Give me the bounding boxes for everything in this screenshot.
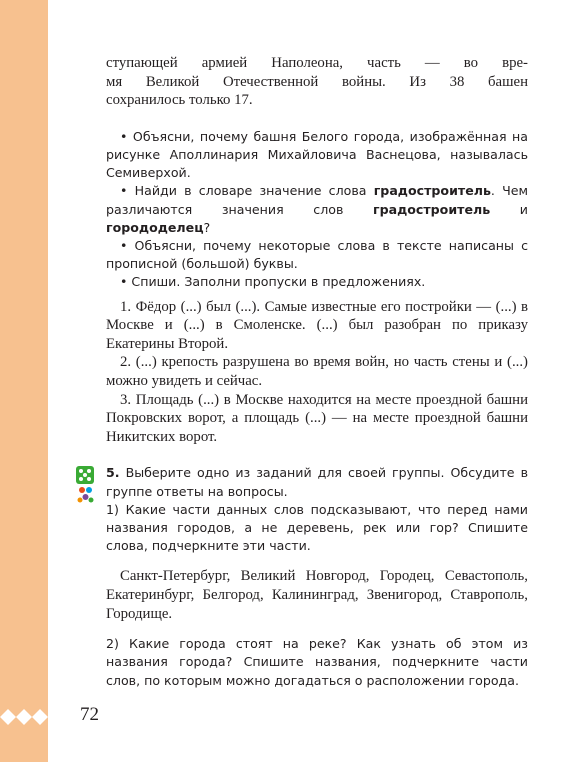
intro-line-3: сохранилось только 17.	[106, 92, 253, 109]
word-gradostroitel-1: градостроитель	[373, 183, 491, 199]
intro-line-1: ступающей армией Наполеона, часть — во вре-	[106, 55, 528, 71]
bullet-2	[106, 182, 528, 237]
task-icons	[76, 466, 96, 506]
bullet-2-pre: • Найди в словаре значение слова	[120, 183, 374, 199]
bullet-2-and: и	[490, 201, 528, 217]
task-5	[106, 464, 528, 555]
bullet-2-end: ?	[203, 219, 211, 235]
intro-text	[106, 54, 528, 110]
city-list-text: Санкт-Петербург, Великий Новгород, Городец, Севастополь, Екатеринбург, Белгород, Калининград, Звенигород, Ставрополь, Городище.	[106, 568, 528, 622]
diamond-ornament-icon	[0, 705, 48, 729]
intro-line-2: мя Великой Отечественной войны. Из 38 башен	[106, 73, 528, 90]
bullet-3: • Объясни, почему некоторые слова в тексте написаны с прописной (большой) буквы.	[106, 238, 528, 272]
bullet-1: • Объясни, почему башня Белого города, изображённая на рисунке Аполлинария Михайловича Васнецова, называлась Семиверхой.	[106, 128, 528, 181]
page-content	[106, 54, 528, 690]
exercise-text	[106, 298, 528, 447]
task-5-question-1: 1) Какие части данных слов подсказывают, что перед нами названия городов, а не деревень, рек или гор? Спишите слова, подчеркните эти части.	[106, 501, 528, 554]
choice-task-icon	[76, 466, 94, 484]
group-work-icon	[78, 487, 94, 503]
city-list	[106, 567, 528, 623]
exercise-sentence-3: 3. Площадь (...) в Москве находится на месте проездной башни Покровских ворот, а площадь (...) — на месте проездной башни Никитских ворот.	[106, 391, 528, 445]
word-gradostroitel-2: градостроитель	[372, 201, 491, 217]
task-5-title-text: Выберите одно из заданий для своей группы. Обсудите в группе ответы на вопросы.	[106, 465, 528, 499]
bullet-2-mid: . Чем различаются значения слов	[106, 183, 529, 217]
bullet-4: • Спиши. Заполни пропуски в предложениях.	[120, 274, 426, 290]
task-5-number: 5.	[106, 465, 120, 481]
side-stripe	[0, 0, 48, 762]
bullet-list	[106, 128, 528, 292]
task-5-question-2: 2) Какие города стоят на реке? Как узнать об этом из названия города? Спишите названия, подчеркните части слов, по которым можно догадаться о расположении города.	[106, 636, 528, 688]
task-5-title	[106, 464, 528, 500]
word-gorododelets: горододелец	[106, 219, 204, 235]
page-number: 72	[80, 704, 99, 725]
exercise-sentence-1: 1. Фёдор (...) был (...). Самые известные его постройки — (...) в Москве и (...) в Смоленске. (...) был разобран по приказу Екатерины Второй.	[106, 298, 528, 352]
exercise-sentence-2: 2. (...) крепость разрушена во время войн, но часть стены и (...) можно увидеть и сейчас.	[106, 354, 528, 389]
task-5-question-2-block	[106, 635, 528, 690]
